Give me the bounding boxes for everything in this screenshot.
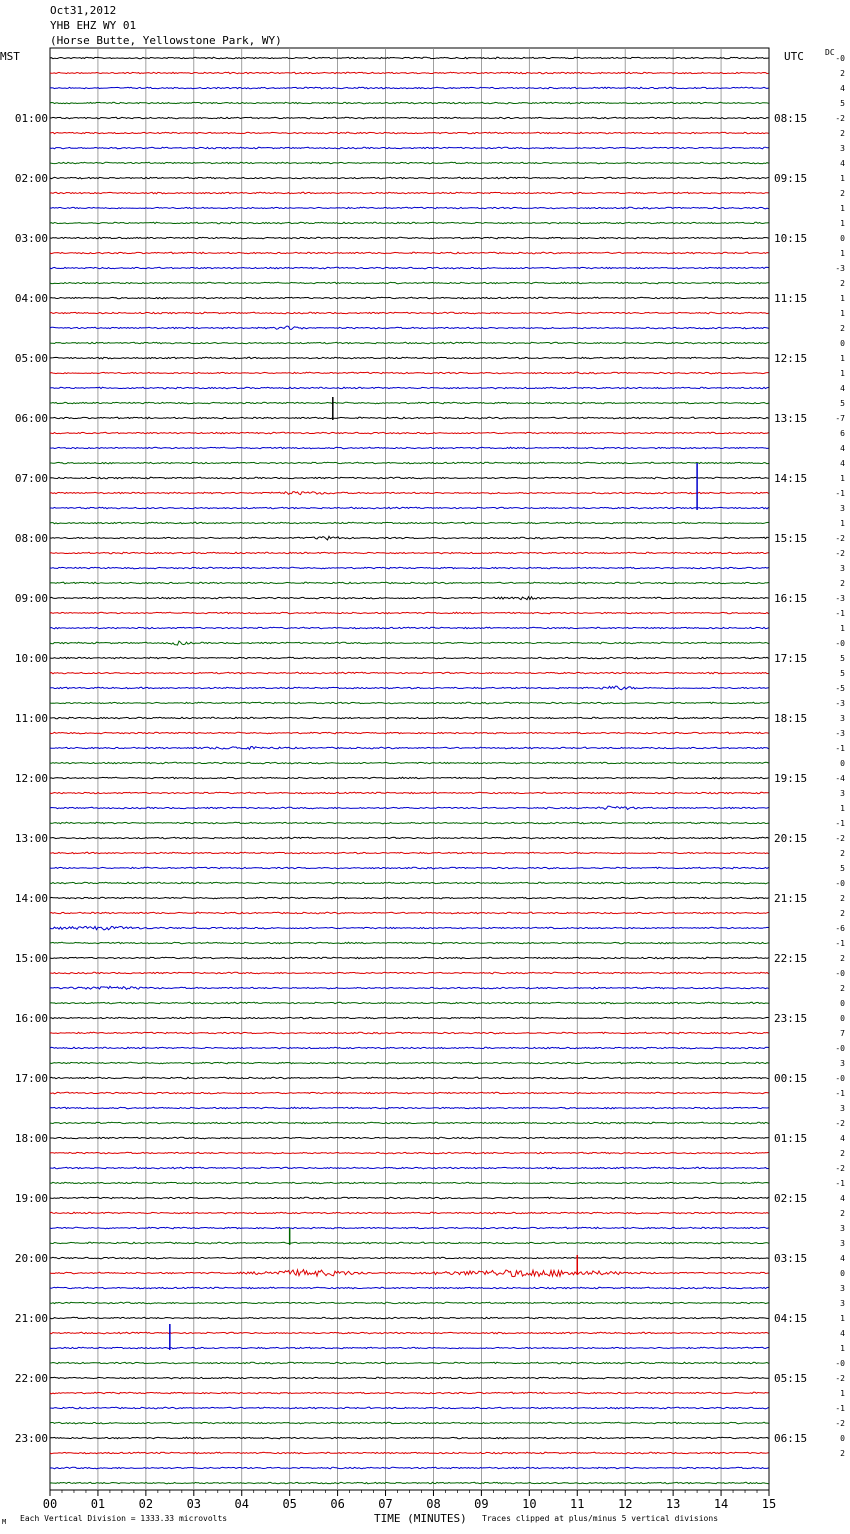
trace-row [50, 1137, 769, 1139]
trace-row [50, 1302, 769, 1304]
utc-hour-label: 14:15 [774, 472, 808, 485]
dc-offset-value: 4 [840, 444, 845, 453]
mst-hour-label: 14:00 [14, 892, 48, 905]
trace-row [50, 717, 769, 719]
left-axis-title: MST [0, 50, 20, 63]
utc-hour-label: 03:15 [774, 1252, 808, 1265]
trace-row [50, 1212, 769, 1214]
mst-hour-label: 09:00 [14, 592, 48, 605]
trace-row [50, 57, 769, 59]
dc-offset-value: 2 [840, 129, 845, 138]
dc-offset-value: 2 [840, 1209, 845, 1218]
x-tick-label: 03 [186, 1497, 202, 1511]
trace-row [50, 1122, 769, 1124]
trace-row [50, 102, 769, 104]
trace-row [50, 1437, 769, 1439]
dc-offset-value: 2 [840, 579, 845, 588]
trace-row [50, 1062, 769, 1064]
utc-hour-label: 06:15 [774, 1432, 808, 1445]
utc-hour-label: 23:15 [774, 1012, 808, 1025]
dc-offset-value: -1 [835, 1179, 845, 1188]
trace-row [50, 597, 769, 600]
dc-offset-value: 2 [840, 1149, 845, 1158]
dc-offset-value: -0 [835, 1044, 845, 1053]
mst-hour-label: 02:00 [14, 172, 48, 185]
mst-hour-label: 13:00 [14, 832, 48, 845]
dc-offset-value: -2 [835, 549, 845, 558]
trace-row [50, 492, 769, 495]
dc-offset-value: 1 [840, 204, 845, 213]
x-tick-label: 15 [761, 1497, 777, 1511]
dc-offset-value: 2 [840, 894, 845, 903]
trace-row [50, 326, 769, 329]
trace-row [50, 432, 769, 434]
utc-hour-label: 13:15 [774, 412, 808, 425]
dc-offset-value: 3 [840, 1239, 845, 1248]
dc-offset-value: 3 [840, 1059, 845, 1068]
trace-row [50, 207, 769, 209]
dc-offset-value: 2 [840, 954, 845, 963]
dc-offset-value: 1 [840, 474, 845, 483]
x-tick-label: 01 [90, 1497, 106, 1511]
mst-hour-label: 01:00 [14, 112, 48, 125]
trace-row [50, 417, 769, 419]
dc-offset-value: 5 [840, 864, 845, 873]
trace-row [50, 1227, 769, 1229]
utc-hour-label: 11:15 [774, 292, 808, 305]
dc-offset-value: 0 [840, 1434, 845, 1443]
dc-offset-value: 1 [840, 354, 845, 363]
trace-row [50, 1452, 769, 1454]
mst-hour-label: 03:00 [14, 232, 48, 245]
trace-row [50, 132, 769, 134]
utc-hour-label: 22:15 [774, 952, 808, 965]
trace-row [50, 1332, 769, 1334]
station-location: (Horse Butte, Yellowstone Park, WY) [50, 34, 282, 47]
dc-offset-value: -6 [835, 924, 845, 933]
mst-hour-label: 22:00 [14, 1372, 48, 1385]
trace-row [50, 852, 769, 854]
trace-row [50, 762, 769, 764]
trace-row [50, 867, 769, 869]
trace-row [50, 87, 769, 89]
utc-hour-label: 08:15 [774, 112, 808, 125]
dc-offset-value: -0 [835, 1359, 845, 1368]
trace-row [50, 536, 769, 540]
x-tick-label: 02 [138, 1497, 154, 1511]
trace-row [50, 1362, 769, 1364]
dc-offset-value: 1 [840, 219, 845, 228]
trace-row [50, 372, 769, 374]
dc-offset-value: 0 [840, 234, 845, 243]
utc-hour-label: 12:15 [774, 352, 808, 365]
trace-row [50, 342, 769, 344]
x-tick-label: 07 [378, 1497, 393, 1511]
trace-row [50, 1407, 769, 1409]
dc-offset-value: -5 [835, 684, 845, 693]
dc-offset-value: 3 [840, 1299, 845, 1308]
dc-offset-value: 1 [840, 1389, 845, 1398]
dc-offset-value: 1 [840, 294, 845, 303]
utc-hour-label: 18:15 [774, 712, 808, 725]
trace-row [50, 1392, 769, 1394]
dc-offset-value: -1 [835, 609, 845, 618]
trace-row [50, 1287, 769, 1289]
trace-row [50, 942, 769, 944]
trace-row [50, 1422, 769, 1424]
trace-row [50, 267, 769, 269]
trace-row [50, 447, 769, 449]
mst-hour-label: 05:00 [14, 352, 48, 365]
dc-offset-value: 4 [840, 84, 845, 93]
right-axis-title: UTC [784, 50, 804, 63]
trace-row [50, 477, 769, 479]
dc-offset-value: 2 [840, 189, 845, 198]
x-axis-title: TIME (MINUTES) [374, 1512, 467, 1525]
dc-offset-value: 1 [840, 174, 845, 183]
dc-offset-value: -4 [835, 774, 845, 783]
dc-offset-value: 3 [840, 789, 845, 798]
trace-row [50, 1077, 769, 1079]
dc-offset-value: 3 [840, 504, 845, 513]
trace-row [50, 986, 769, 989]
dc-offset-value: -2 [835, 114, 845, 123]
utc-hour-label: 10:15 [774, 232, 808, 245]
utc-hour-label: 19:15 [774, 772, 808, 785]
trace-row [50, 1270, 769, 1277]
x-tick-label: 13 [665, 1497, 681, 1511]
dc-offset-value: 1 [840, 1344, 845, 1353]
mst-hour-label: 17:00 [14, 1072, 48, 1085]
dc-offset-value: -0 [835, 639, 845, 648]
dc-offset-value: -0 [835, 969, 845, 978]
mst-hour-label: 07:00 [14, 472, 48, 485]
dc-offset-value: 5 [840, 99, 845, 108]
x-tick-label: 12 [617, 1497, 633, 1511]
utc-hour-label: 00:15 [774, 1072, 808, 1085]
dc-offset-value: 0 [840, 999, 845, 1008]
dc-column-title: DC [825, 48, 835, 57]
trace-row [50, 1482, 769, 1484]
dc-offset-value: 5 [840, 654, 845, 663]
trace-row [50, 882, 769, 884]
trace-row [50, 972, 769, 974]
dc-offset-value: 6 [840, 429, 845, 438]
dc-offset-value: 1 [840, 309, 845, 318]
dc-offset-value: 2 [840, 69, 845, 78]
trace-row [50, 522, 769, 524]
trace-row [50, 1152, 769, 1154]
plot-frame [50, 48, 769, 1490]
trace-row [50, 1317, 769, 1319]
trace-row [50, 1002, 769, 1004]
mst-hour-label: 08:00 [14, 532, 48, 545]
dc-offset-value: 4 [840, 1134, 845, 1143]
utc-hour-label: 17:15 [774, 652, 808, 665]
x-tick-label: 14 [713, 1497, 729, 1511]
mst-hour-label: 18:00 [14, 1132, 48, 1145]
dc-offset-value: -3 [835, 594, 845, 603]
trace-row [50, 387, 769, 389]
record-date: Oct31,2012 [50, 4, 117, 17]
dc-offset-value: -1 [835, 1404, 845, 1413]
station-code: YHB EHZ WY 01 [50, 19, 137, 32]
utc-hour-label: 01:15 [774, 1132, 808, 1145]
dc-offset-value: 2 [840, 1449, 845, 1458]
mst-hour-label: 21:00 [14, 1312, 48, 1325]
dc-offset-value: 2 [840, 849, 845, 858]
dc-offset-value: 2 [840, 984, 845, 993]
dc-offset-value: 7 [840, 1029, 845, 1038]
trace-row [50, 837, 769, 839]
trace-row [50, 462, 769, 464]
trace-row [50, 582, 769, 584]
utc-hour-label: 02:15 [774, 1192, 808, 1205]
mst-hour-label: 06:00 [14, 412, 48, 425]
trace-row [50, 1347, 769, 1349]
trace-row [50, 657, 769, 659]
x-tick-label: 05 [282, 1497, 297, 1511]
dc-offset-value: -2 [835, 1119, 845, 1128]
trace-row [50, 822, 769, 824]
dc-offset-value: 2 [840, 279, 845, 288]
x-tick-label: 06 [330, 1497, 345, 1511]
trace-row [50, 222, 769, 224]
dc-offset-value: 0 [840, 759, 845, 768]
dc-offset-value: -1 [835, 939, 845, 948]
utc-hour-label: 09:15 [774, 172, 808, 185]
mst-hour-label: 04:00 [14, 292, 48, 305]
dc-offset-value: -3 [835, 729, 845, 738]
dc-offset-value: 1 [840, 249, 845, 258]
trace-row [50, 732, 769, 734]
trace-row [50, 507, 769, 509]
dc-offset-value: -0 [835, 879, 845, 888]
dc-offset-value: 4 [840, 159, 845, 168]
x-tick-label: 08 [426, 1497, 441, 1511]
dc-offset-value: 3 [840, 564, 845, 573]
dc-offset-value: 1 [840, 804, 845, 813]
x-tick-label: 04 [234, 1497, 249, 1511]
trace-row [50, 357, 769, 359]
trace-row [50, 1467, 769, 1469]
trace-row [50, 806, 769, 809]
trace-row [50, 162, 769, 164]
dc-offset-value: 1 [840, 624, 845, 633]
dc-offset-value: -0 [835, 54, 845, 63]
dc-offset-value: 1 [840, 1314, 845, 1323]
trace-row [50, 1257, 769, 1259]
utc-hour-label: 21:15 [774, 892, 808, 905]
mst-hour-label: 19:00 [14, 1192, 48, 1205]
trace-row [50, 1182, 769, 1184]
trace-row [50, 1167, 769, 1169]
dc-offset-value: 3 [840, 1224, 845, 1233]
dc-offset-value: 4 [840, 1194, 845, 1203]
dc-offset-value: 1 [840, 369, 845, 378]
dc-offset-value: 4 [840, 1254, 845, 1263]
trace-row [50, 912, 769, 914]
dc-offset-value: -2 [835, 1419, 845, 1428]
dc-offset-value: 4 [840, 384, 845, 393]
trace-row [50, 702, 769, 704]
trace-row [50, 117, 769, 119]
dc-offset-value: 5 [840, 669, 845, 678]
dc-offset-value: 0 [840, 339, 845, 348]
trace-row [50, 177, 769, 179]
mst-hour-label: 16:00 [14, 1012, 48, 1025]
x-tick-label: 11 [570, 1497, 585, 1511]
dc-offset-value: -1 [835, 744, 845, 753]
dc-offset-value: 3 [840, 1104, 845, 1113]
trace-row [50, 1092, 769, 1094]
mst-hour-label: 10:00 [14, 652, 48, 665]
x-tick-label: 10 [522, 1497, 537, 1511]
dc-offset-value: 2 [840, 324, 845, 333]
trace-row [50, 72, 769, 74]
dc-offset-value: 1 [840, 519, 845, 528]
trace-row [50, 897, 769, 899]
dc-offset-value: -2 [835, 1374, 845, 1383]
utc-hour-label: 15:15 [774, 532, 808, 545]
dc-offset-value: -1 [835, 819, 845, 828]
trace-row [50, 552, 769, 554]
trace-row [50, 1047, 769, 1049]
trace-row [50, 627, 769, 629]
trace-row [50, 957, 769, 959]
x-tick-label: 00 [42, 1497, 58, 1511]
trace-row [50, 747, 769, 750]
trace-row [50, 1197, 769, 1199]
dc-offset-value: 4 [840, 459, 845, 468]
scale-note: Each Vertical Division = 1333.33 microvolts [20, 1514, 228, 1523]
dc-offset-value: 5 [840, 399, 845, 408]
dc-offset-value: -2 [835, 1164, 845, 1173]
trace-row [50, 282, 769, 284]
trace-row [50, 402, 769, 404]
trace-row [50, 1017, 769, 1019]
trace-row [50, 312, 769, 314]
utc-hour-label: 16:15 [774, 592, 808, 605]
trace-row [50, 686, 769, 690]
trace-row [50, 612, 769, 614]
trace-row [50, 792, 769, 794]
dc-offset-value: 3 [840, 714, 845, 723]
dc-offset-value: 4 [840, 1329, 845, 1338]
dc-offset-value: -1 [835, 489, 845, 498]
trace-row [50, 237, 769, 239]
trace-row [50, 926, 769, 930]
dc-offset-value: -0 [835, 1074, 845, 1083]
dc-offset-value: 2 [840, 909, 845, 918]
mst-hour-label: 11:00 [14, 712, 48, 725]
trace-row [50, 297, 769, 299]
trace-row [50, 1032, 769, 1034]
dc-offset-value: -3 [835, 699, 845, 708]
mst-hour-label: 20:00 [14, 1252, 48, 1265]
mst-hour-label: 23:00 [14, 1432, 48, 1445]
x-tick-label: 09 [474, 1497, 489, 1511]
trace-row [50, 1242, 769, 1244]
dc-offset-value: 0 [840, 1014, 845, 1023]
trace-row [50, 192, 769, 194]
trace-row [50, 252, 769, 254]
dc-offset-value: -7 [835, 414, 845, 423]
mst-hour-label: 15:00 [14, 952, 48, 965]
dc-offset-value: -2 [835, 534, 845, 543]
dc-offset-value: 0 [840, 1269, 845, 1278]
corner-mark: M [2, 1518, 7, 1526]
trace-row [50, 567, 769, 569]
mst-hour-label: 12:00 [14, 772, 48, 785]
utc-hour-label: 05:15 [774, 1372, 808, 1385]
dc-offset-value: 3 [840, 144, 845, 153]
dc-offset-value: -1 [835, 1089, 845, 1098]
clip-note: Traces clipped at plus/minus 5 vertical divisions [482, 1514, 719, 1523]
dc-offset-value: -3 [835, 264, 845, 273]
trace-row [50, 1377, 769, 1379]
utc-hour-label: 04:15 [774, 1312, 808, 1325]
trace-row [50, 1107, 769, 1109]
trace-row [50, 777, 769, 779]
trace-row [50, 672, 769, 674]
utc-hour-label: 20:15 [774, 832, 808, 845]
dc-offset-value: 3 [840, 1284, 845, 1293]
trace-row [50, 147, 769, 149]
dc-offset-value: -2 [835, 834, 845, 843]
trace-row [50, 641, 769, 645]
